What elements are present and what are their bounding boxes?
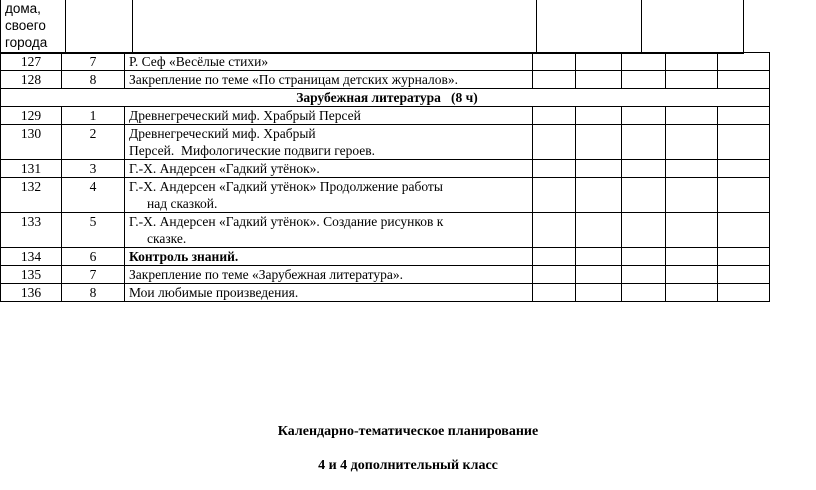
lesson-index: 3	[62, 160, 125, 178]
table-cell	[718, 71, 770, 89]
lesson-topic: Древнегреческий миф. Храбрый Персей	[125, 107, 533, 125]
lesson-topic: Закрепление по теме «Зарубежная литература».	[125, 266, 533, 284]
table-cell	[666, 125, 718, 160]
table-cell	[666, 213, 718, 248]
lesson-topic	[125, 178, 533, 213]
table-cell	[622, 284, 666, 302]
lesson-topic: Г.-Х. Андерсен «Гадкий утёнок».	[125, 160, 533, 178]
table-cell	[622, 178, 666, 213]
lesson-topic: Закрепление по теме «По страницам детских журналов».	[125, 71, 533, 89]
table-row	[1, 53, 770, 71]
top-cell-location	[1, 0, 66, 54]
class-caption: 4 и 4 дополнительный класс	[318, 458, 498, 473]
lesson-topic	[125, 213, 533, 248]
table-cell	[666, 178, 718, 213]
section-header-row	[1, 89, 770, 107]
table-cell	[533, 284, 576, 302]
table-row	[1, 107, 770, 125]
lesson-number: 134	[1, 248, 62, 266]
top-table-fragment	[0, 0, 744, 54]
top-cell-empty	[66, 0, 133, 54]
top-cell-line3: города	[5, 35, 48, 50]
table-cell	[666, 71, 718, 89]
table-cell	[622, 160, 666, 178]
lesson-number: 135	[1, 266, 62, 284]
table-cell	[533, 266, 576, 284]
table-cell	[622, 248, 666, 266]
top-cell-line1: дома,	[5, 1, 41, 16]
lesson-index: 6	[62, 248, 125, 266]
table-cell	[533, 125, 576, 160]
lesson-index: 8	[62, 284, 125, 302]
lesson-number: 129	[1, 107, 62, 125]
table-cell	[718, 213, 770, 248]
lesson-topic-line1: Г.-Х. Андерсен «Гадкий утёнок» Продолжение работы	[129, 179, 443, 194]
lesson-index: 2	[62, 125, 125, 160]
table-cell	[533, 71, 576, 89]
lesson-topic-line1: Древнегреческий миф. Храбрый	[129, 126, 316, 141]
lesson-topic-line2: над сказкой.	[147, 196, 218, 211]
table-cell	[576, 125, 622, 160]
table-cell	[576, 213, 622, 248]
lesson-number: 132	[1, 178, 62, 213]
table-cell	[666, 284, 718, 302]
table-row	[1, 284, 770, 302]
table-cell	[718, 284, 770, 302]
lesson-number: 127	[1, 53, 62, 71]
table-cell	[576, 71, 622, 89]
lesson-number: 136	[1, 284, 62, 302]
table-cell	[622, 71, 666, 89]
top-cell-empty	[642, 0, 744, 54]
table-cell	[576, 178, 622, 213]
lesson-index: 4	[62, 178, 125, 213]
table-cell	[718, 125, 770, 160]
table-row	[1, 266, 770, 284]
table-cell	[718, 266, 770, 284]
table-cell	[622, 107, 666, 125]
lesson-topic	[125, 125, 533, 160]
table-cell	[533, 178, 576, 213]
table-cell	[576, 107, 622, 125]
table-cell	[622, 213, 666, 248]
table-cell	[666, 107, 718, 125]
table-cell	[533, 248, 576, 266]
lesson-topic: Контроль знаний.	[125, 248, 533, 266]
planning-caption: Календарно-тематическое планирование	[277, 424, 539, 439]
lesson-number: 130	[1, 125, 62, 160]
lesson-index: 1	[62, 107, 125, 125]
table-row	[1, 178, 770, 213]
table-row	[1, 248, 770, 266]
table-row	[1, 125, 770, 160]
table-cell	[576, 248, 622, 266]
lesson-index: 8	[62, 71, 125, 89]
table-cell	[533, 160, 576, 178]
table-row	[1, 71, 770, 89]
lesson-number: 133	[1, 213, 62, 248]
table-cell	[576, 266, 622, 284]
table-cell	[622, 53, 666, 71]
top-cell-empty	[133, 0, 537, 54]
lesson-table	[0, 52, 770, 302]
table-cell	[576, 160, 622, 178]
table-cell	[718, 178, 770, 213]
table-cell	[718, 160, 770, 178]
table-cell	[718, 248, 770, 266]
table-cell	[533, 53, 576, 71]
table-cell	[576, 53, 622, 71]
lesson-topic: Мои любимые произведения.	[125, 284, 533, 302]
lesson-index: 5	[62, 213, 125, 248]
table-cell	[718, 53, 770, 71]
lesson-topic-line1: Г.-Х. Андерсен «Гадкий утёнок». Создание рисунков к	[129, 214, 444, 229]
top-cell-line2: своего	[5, 18, 46, 33]
table-cell	[666, 248, 718, 266]
table-cell	[533, 213, 576, 248]
lesson-number: 131	[1, 160, 62, 178]
lesson-topic-line2: Персей. Мифологические подвиги героев.	[129, 143, 375, 158]
lesson-index: 7	[62, 53, 125, 71]
lesson-topic-line2: сказке.	[147, 231, 187, 246]
table-cell	[666, 53, 718, 71]
table-cell	[533, 107, 576, 125]
table-cell	[622, 266, 666, 284]
lesson-index: 7	[62, 266, 125, 284]
table-cell	[666, 266, 718, 284]
table-cell	[622, 125, 666, 160]
table-cell	[576, 284, 622, 302]
table-row	[1, 160, 770, 178]
table-row	[1, 213, 770, 248]
table-cell	[666, 160, 718, 178]
top-cell-empty	[537, 0, 642, 54]
lesson-number: 128	[1, 71, 62, 89]
table-cell	[718, 107, 770, 125]
section-title: Зарубежная литература (8 ч)	[1, 89, 770, 107]
lesson-topic: Р. Сеф «Весёлые стихи»	[125, 53, 533, 71]
